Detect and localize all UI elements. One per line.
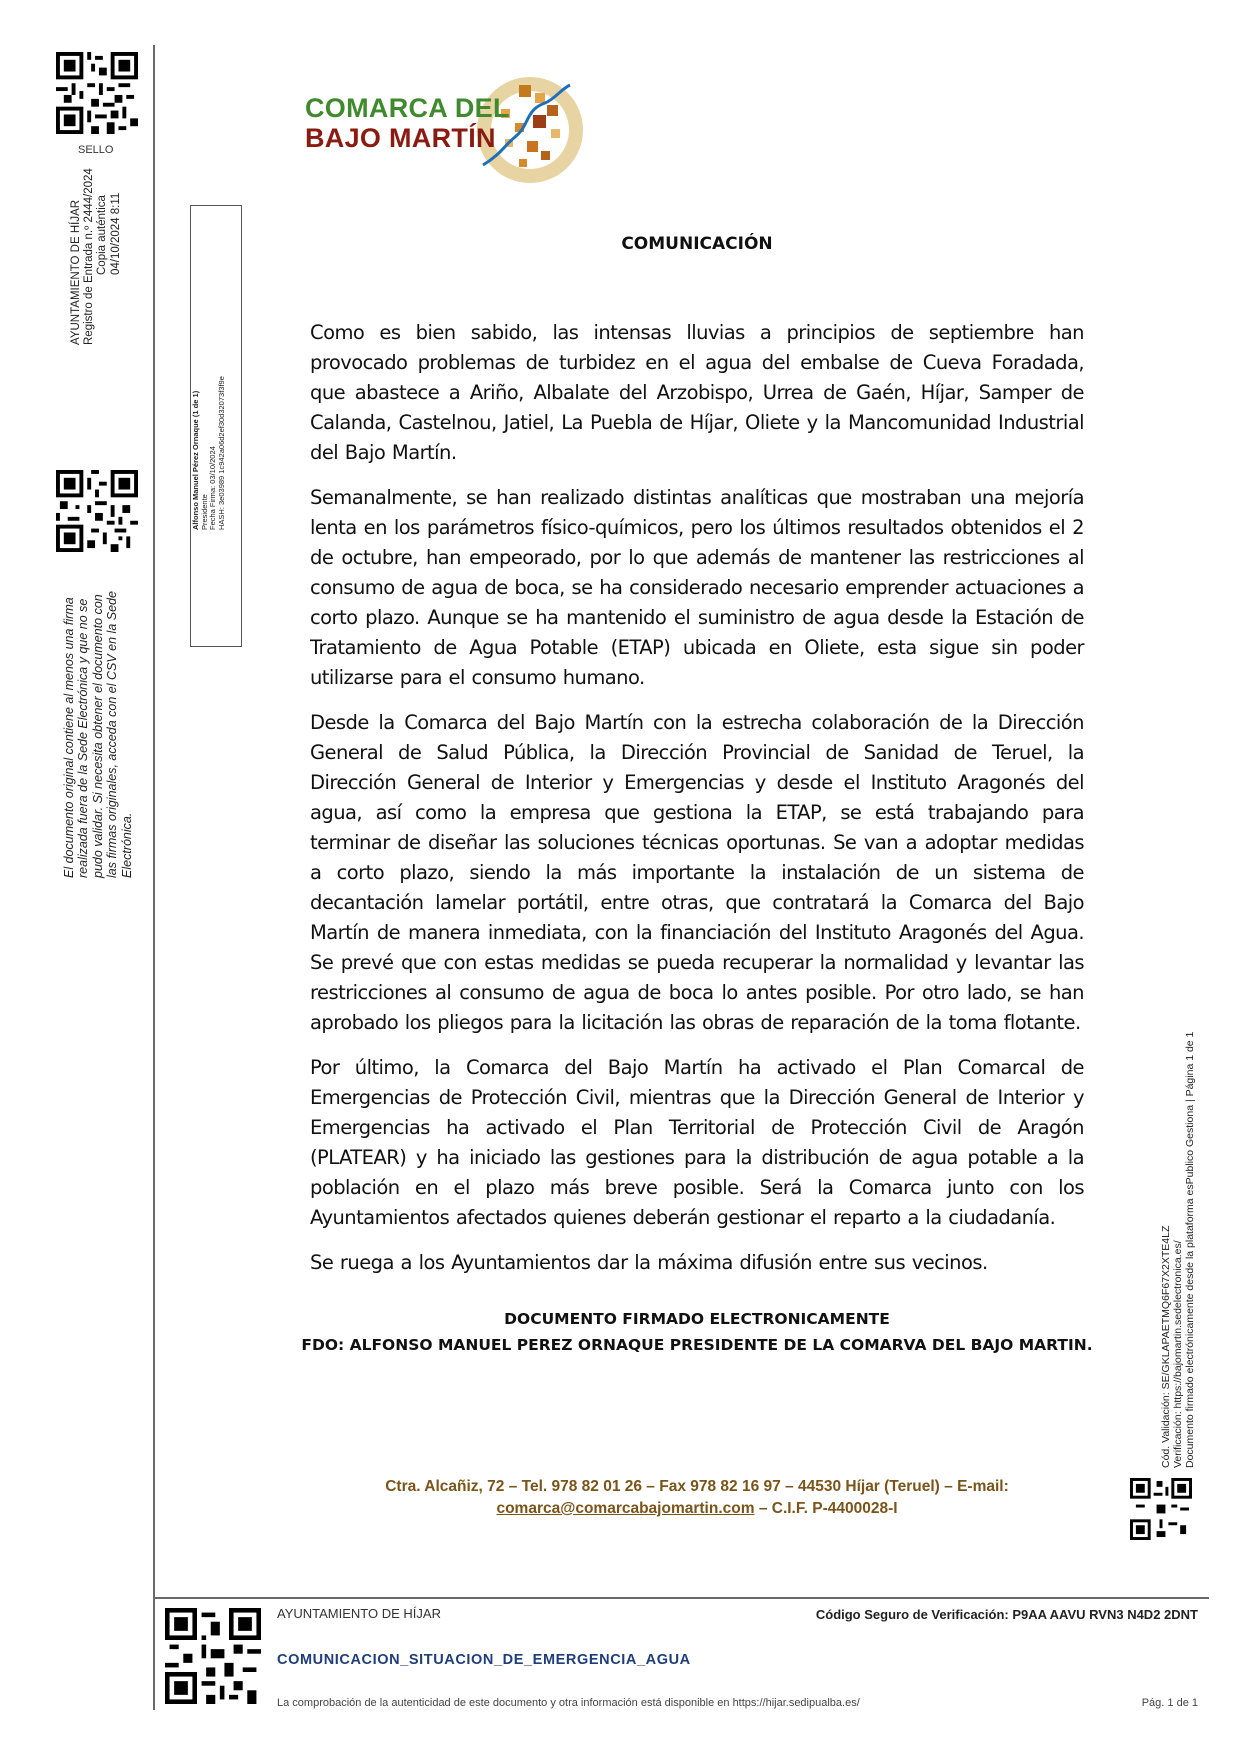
stamp-line-4: 04/10/2024 8:11	[109, 192, 122, 275]
notice-line-4: las firmas originales, acceda con el CSV en la Sede	[105, 591, 120, 878]
sello-label: SELLO	[78, 144, 114, 156]
paragraph: Por último, la Comarca del Bajo Martín ha activado el Plan Comarcal de Emergencias de Protección Civil, mientras que la Dirección General de Interior y Emergencias ha activado el Plan Territorial de Protección Civil de Aragón (PLATEAR) y ha iniciado las gestiones para la distribución de agua potable a la población en el plazo más breve posible. Será la Comarca junto con los Ayuntamientos afectados quienes deberán gestionar el reparto a la ciudadanía.	[310, 1056, 1084, 1229]
logo-line-1: COMARCA DEL	[305, 93, 510, 123]
document-body	[310, 318, 1084, 1293]
notice-line-1: El documento original contiene al menos una firma	[62, 597, 76, 878]
address-line-2	[300, 1500, 1094, 1518]
stamp-line-3: Copia auténtica	[96, 195, 109, 275]
qr-code-icon	[56, 52, 138, 134]
signature-line-2: FDO: ALFONSO MANUEL PEREZ ORNAQUE PRESIDENTE DE LA COMARVA DEL BAJO MARTIN.	[301, 1336, 1093, 1354]
signature-line-1: DOCUMENTO FIRMADO ELECTRONICAMENTE	[504, 1310, 890, 1328]
registry-stamp	[70, 168, 123, 345]
notice-line-3: pudo validar. Si necesita obtener el documento con	[90, 594, 105, 878]
qr-code-icon	[56, 470, 138, 552]
comarca-logo	[305, 75, 575, 185]
left-margin-rule	[153, 45, 155, 1710]
footer-entity: AYUNTAMIENTO DE HÍJAR	[277, 1606, 441, 1621]
stamp-line-1: AYUNTAMIENTO DE HÍJAR	[70, 199, 82, 345]
paragraph: Semanalmente, se han realizado distintas analíticas que mostraban una mejoría lenta en los parámetros físico-químicos, pero los últimos resultados obtenidos el 2 de octubre, han empeorado, por lo que además de mantener las restricciones al consumo de agua de boca, se ha considerado necesario emprender actuaciones a corto plazo. Aunque se ha mantenido el suministro de agua desde la Estación de Tratamiento de Agua Potable (ETAP) ubicada en Oliete, esta sigue sin poder utilizarse para el consumo humano.	[310, 486, 1084, 689]
signer-role: Presidente	[199, 494, 209, 530]
paragraph: Desde la Comarca del Bajo Martín con la estrecha colaboración de la Dirección General de Salud Pública, la Dirección Provincial de Sanidad de Teruel, la Dirección General de Interior y Emergencias y desde el Instituto Aragonés del agua, así como la empresa que gestiona la ETAP, se está trabajando para terminar de diseñar las soluciones técnicas oportunas. Se van a adoptar medidas a corto plazo, siendo la más importante la instalación de un sistema de decantación lamelar portátil, entre otras, que contratará la Comarca del Bajo Martín de manera inmediata, con la financiación del Instituto Aragonés del Agua. Se prevé que con estas medidas se pueda recuperar la normalidad y levantar las restricciones al consumo de agua de boca lo antes posible. Por otro lado, se han aprobado los pliegos para la licitación las obras de reparación de la toma flotante.	[310, 711, 1084, 1034]
footer-page-number: Pág. 1 de 1	[1141, 1697, 1198, 1709]
address-line: Ctra. Alcañiz, 72 – Tel. 978 82 01 26 – Fax 978 82 16 97 – 44530 Híjar (Teruel) – E-mail:	[385, 1478, 1009, 1495]
validation-info	[1160, 1032, 1196, 1468]
stamp-line-2: Registro de Entrada n.º 2444/2024	[83, 168, 96, 345]
qr-code-icon	[165, 1608, 261, 1704]
footer-document-name: COMUNICACION_SITUACION_DE_EMERGENCIA_AGUA	[277, 1652, 691, 1668]
footer-csv: Código Seguro de Verificación: P9AA AAVU RVN3 N4D2 2DNT	[815, 1607, 1198, 1622]
qr-code-icon	[1130, 1478, 1192, 1540]
signature-date: Fecha Firma: 03/10/2024	[208, 446, 218, 530]
document-title: COMUNICACIÓN	[621, 234, 773, 254]
footer-verification-note: La comprobación de la autenticidad de este documento y otra información está disponible en https://hijar.sedipualba.es/	[277, 1697, 860, 1709]
signature-box-text	[192, 376, 227, 530]
platform-note: Documento firmado electrónicamente desde la plataforma esPublico Gestiona | Página 1 de 1	[1184, 1031, 1197, 1468]
signature-notice	[62, 591, 134, 878]
paragraph: Como es bien sabido, las intensas lluvias a principios de septiembre han provocado problemas de turbidez en el agua del embalse de Cueva Foradada, que abastece a Ariño, Albalate del Arzobispo, Urrea de Gaén, Híjar, Samper de Calanda, Castelnou, Jatiel, La Puebla de Híjar, Oliete y la Mancomunidad Industrial del Bajo Martín.	[310, 321, 1084, 464]
notice-line-5: Electrónica.	[119, 812, 134, 878]
signer-name: Alfonso Manuel Pérez Ornaque (1 de 1)	[191, 390, 200, 530]
signature-hash: HASH: 3e03989 1c942a06d2ef30d32073f3f9e	[216, 376, 226, 530]
paragraph: Se ruega a los Ayuntamientos dar la máxima difusión entre sus vecinos.	[310, 1251, 988, 1274]
notice-line-2: realizada fuera de la Sede Electrónica y que no se	[76, 598, 91, 878]
email-link[interactable]: comarca@comarcabajomartin.com	[496, 1500, 755, 1517]
cif-text: – C.I.F. P-4400028-I	[754, 1500, 898, 1517]
validation-code: Cód. Validación: SE/GKLAPAETMQ6F67X2XTE4LZ	[1160, 1225, 1172, 1468]
verification-url: Verificación: https://bajomartin.sedelectronica.es/	[1172, 1240, 1185, 1468]
footer-rule	[153, 1597, 1209, 1599]
logo-line-2: BAJO MARTÍN	[305, 123, 496, 153]
